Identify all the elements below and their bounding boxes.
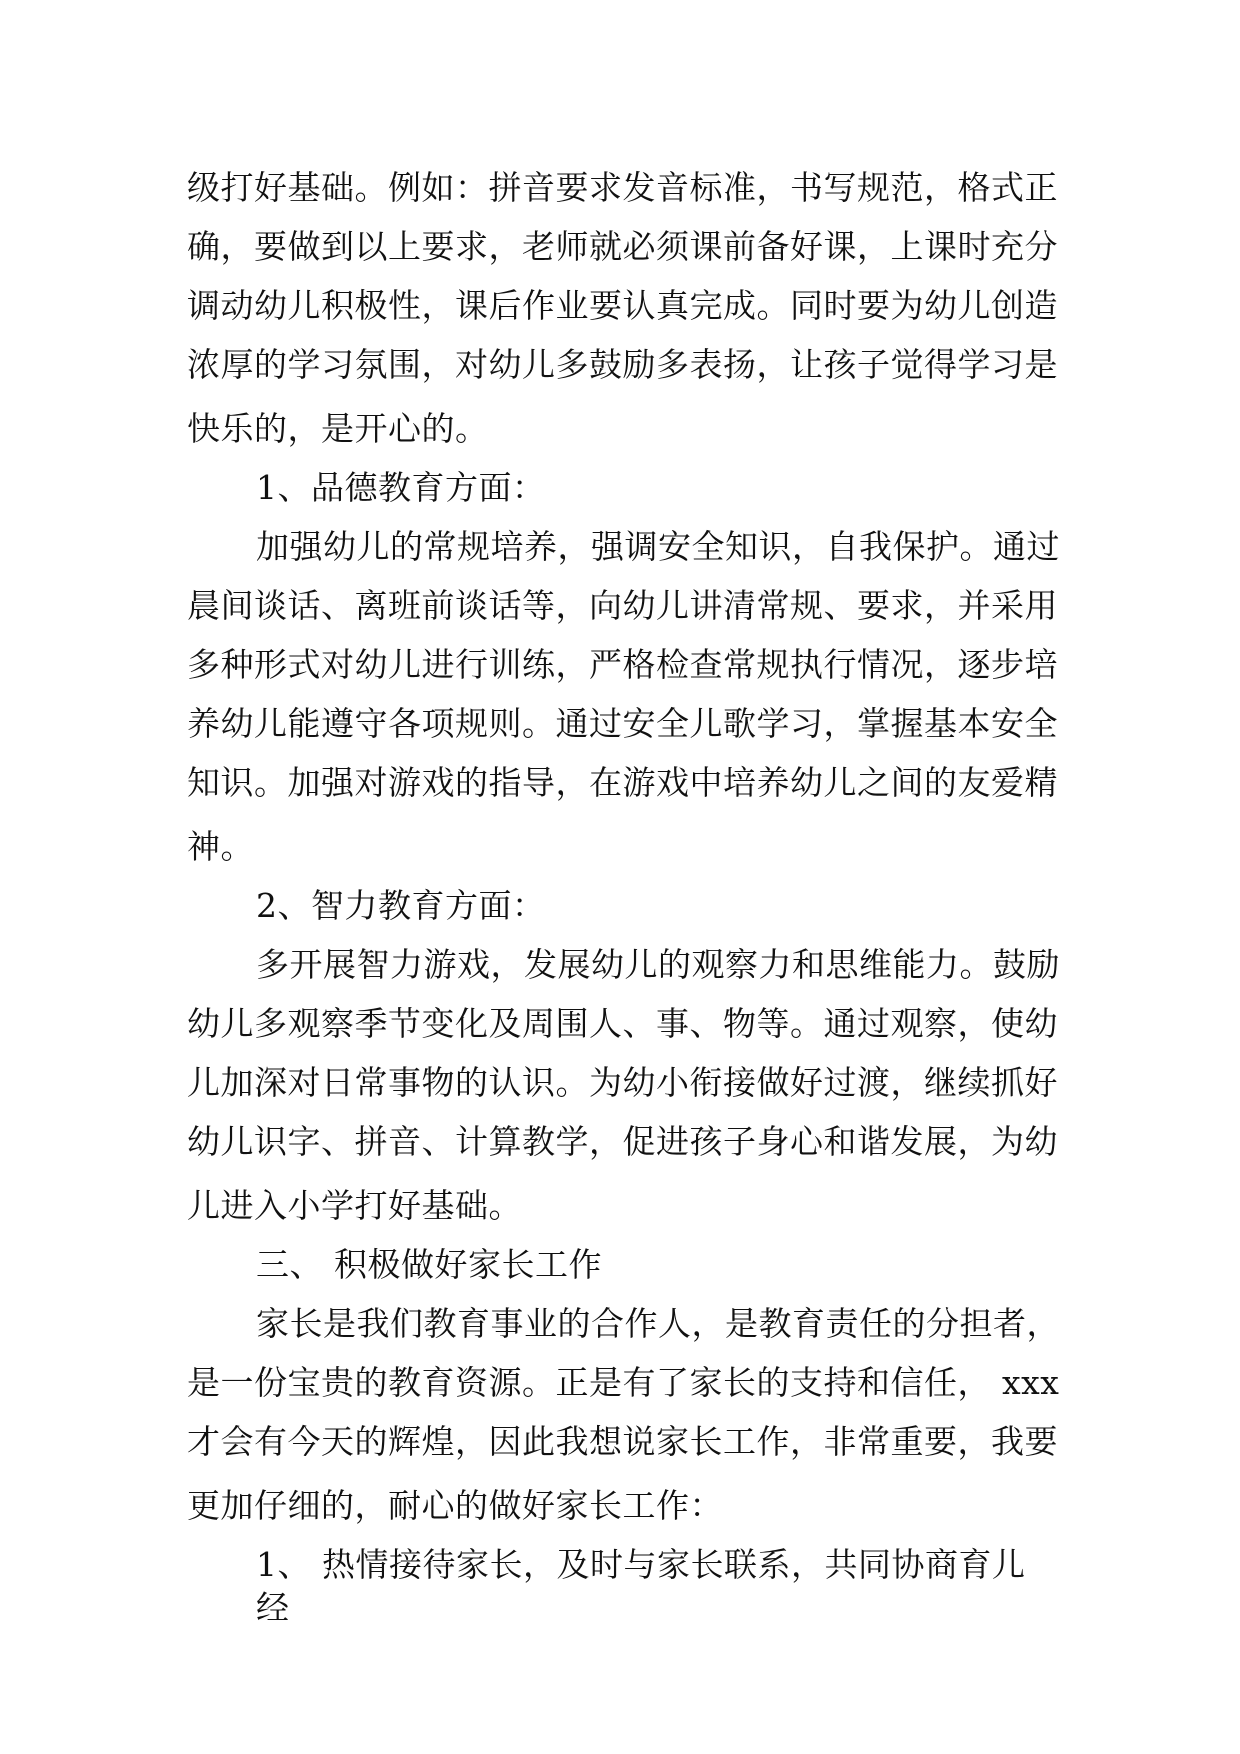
- paragraph-line: 儿进入小学打好基础。: [187, 1186, 522, 1225]
- paragraph-line: 加强幼儿的常规培养，强调安全知识，自我保护。通过: [256, 527, 1060, 566]
- paragraph-line: 级打好基础。例如：拼音要求发音标准，书写规范，格式正: [187, 168, 1058, 207]
- paragraph-line: 神。: [187, 827, 254, 866]
- paragraph-line: 才会有今天的辉煌，因此我想说家长工作，非常重要，我要: [187, 1422, 1058, 1461]
- list-item: 1、 热情接待家长，及时与家长联系，共同协商育儿: [256, 1545, 1026, 1584]
- paragraph-line: 幼儿识字、拼音、计算教学，促进孩子身心和谐发展，为幼: [187, 1122, 1058, 1161]
- paragraph-line: 快乐的，是开心的。: [187, 409, 489, 448]
- paragraph-line: 晨间谈话、离班前谈话等，向幼儿讲清常规、要求，并采用: [187, 586, 1058, 625]
- paragraph-line: 更加仔细的，耐心的做好家长工作：: [187, 1486, 723, 1525]
- paragraph-line: 儿加深对日常事物的认识。为幼小衔接做好过渡，继续抓好: [187, 1063, 1058, 1102]
- section-heading: 2、智力教育方面：: [256, 886, 546, 925]
- paragraph-line: 调动幼儿积极性，课后作业要认真完成。同时要为幼儿创造: [187, 286, 1058, 325]
- paragraph-line: 家长是我们教育事业的合作人，是教育责任的分担者，: [256, 1304, 1060, 1343]
- paragraph-line: 确，要做到以上要求，老师就必须课前备好课，上课时充分: [187, 227, 1058, 266]
- paragraph-line: 幼儿多观察季节变化及周围人、事、物等。通过观察，使幼: [187, 1004, 1058, 1043]
- paragraph-line: 多种形式对幼儿进行训练，严格检查常规执行情况，逐步培: [187, 645, 1058, 684]
- paragraph-line: 浓厚的学习氛围，对幼儿多鼓励多表扬，让孩子觉得学习是: [187, 345, 1058, 384]
- list-item-continuation: 经: [256, 1588, 290, 1627]
- section-heading: 三、 积极做好家长工作: [256, 1245, 602, 1284]
- paragraph-line: 知识。加强对游戏的指导，在游戏中培养幼儿之间的友爱精: [187, 763, 1058, 802]
- paragraph-line: 养幼儿能遵守各项规则。通过安全儿歌学习，掌握基本安全: [187, 704, 1058, 743]
- paragraph-line: 是一份宝贵的教育资源。正是有了家长的支持和信任， xxx: [187, 1363, 1060, 1402]
- paragraph-line: 多开展智力游戏，发展幼儿的观察力和思维能力。鼓励: [256, 945, 1060, 984]
- section-heading: 1、品德教育方面：: [256, 468, 546, 507]
